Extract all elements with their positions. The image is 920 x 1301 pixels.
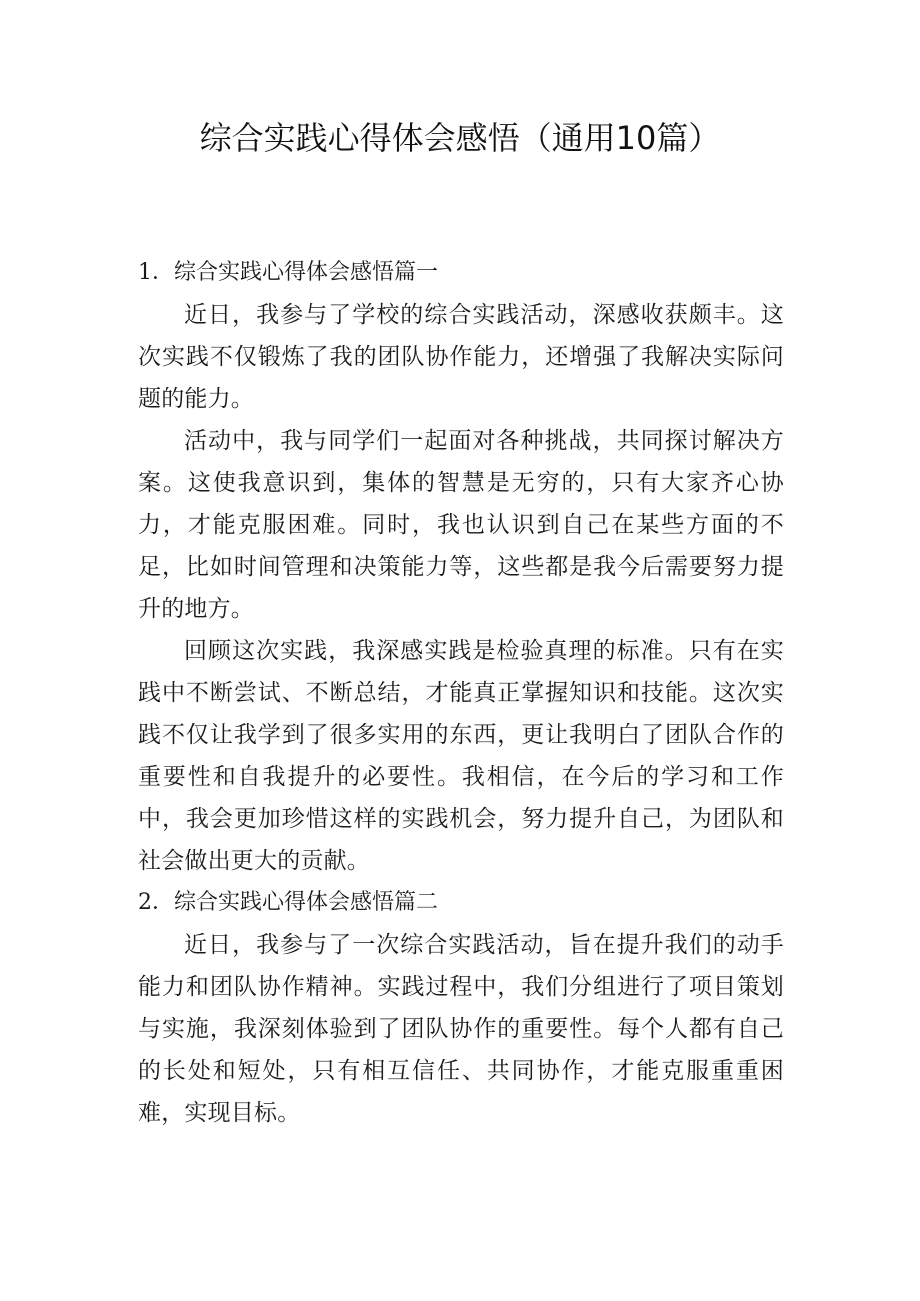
section-heading: 1．综合实践心得体会感悟篇一 (138, 260, 438, 285)
document-body (138, 252, 784, 1134)
paragraph: 近日，我参与了一次综合实践活动，旨在提升我们的动手能力和团队协作精神。实践过程中，我们分组进行了项目策划与实施，我深刻体验到了团队协作的重要性。每个人都有自己的长处和短处，只有相互信任、共同协作，才能克服重重困难，实现目标。 (138, 932, 784, 1126)
section-1 (138, 252, 784, 882)
paragraph: 近日，我参与了学校的综合实践活动，深感收获颇丰。这次实践不仅锻炼了我的团队协作能力，还增强了我解决实际问题的能力。 (138, 302, 784, 412)
paragraph: 回顾这次实践，我深感实践是检验真理的标准。只有在实践中不断尝试、不断总结，才能真正掌握知识和技能。这次实践不仅让我学到了很多实用的东西，更让我明白了团队合作的重要性和自我提升的必要性。我相信，在今后的学习和工作中，我会更加珍惜这样的实践机会，努力提升自己，为团队和社会做出更大的贡献。 (138, 638, 784, 874)
paragraph: 活动中，我与同学们一起面对各种挑战，共同探讨解决方案。这使我意识到，集体的智慧是无穷的，只有大家齐心协力，才能克服困难。同时，我也认识到自己在某些方面的不足，比如时间管理和决策能力等，这些都是我今后需要努力提升的地方。 (138, 428, 784, 622)
section-2 (138, 882, 784, 1134)
section-heading: 2．综合实践心得体会感悟篇二 (138, 890, 438, 915)
document-title: 综合实践心得体会感悟（通用10篇） (199, 119, 721, 157)
